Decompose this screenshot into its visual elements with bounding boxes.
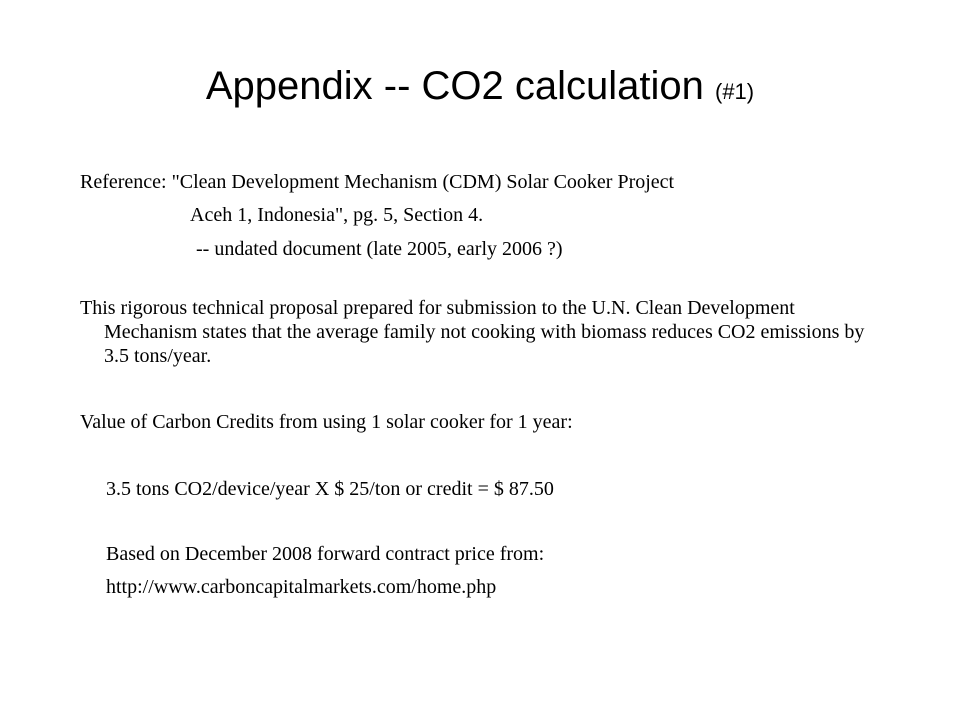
calculation-line: 3.5 tons CO2/device/year X $ 25/ton or credit = $ 87.50 bbox=[106, 478, 554, 500]
title-main: Appendix -- CO2 calculation bbox=[205, 64, 715, 108]
source-note: Based on December 2008 forward contract price from: bbox=[106, 543, 545, 565]
proposal-paragraph: This rigorous technical proposal prepared for submission to the U.N. Clean Development Mechanism states that the average family not cooking with biomass reduces CO2 emissions by 3.5 tons/year. bbox=[80, 297, 865, 367]
reference-line-2: Aceh 1, Indonesia", pg. 5, Section 4. bbox=[190, 204, 484, 226]
reference-line-1: Reference: "Clean Development Mechanism (CDM) Solar Cooker Project bbox=[80, 171, 675, 193]
title-number: (#1) bbox=[715, 79, 755, 104]
source-url: http://www.carboncapitalmarkets.com/home.php bbox=[106, 576, 497, 598]
reference-line-3: -- undated document (late 2005, early 2006 ?) bbox=[196, 238, 563, 260]
value-heading: Value of Carbon Credits from using 1 solar cooker for 1 year: bbox=[80, 411, 573, 433]
slide-title bbox=[0, 58, 960, 120]
